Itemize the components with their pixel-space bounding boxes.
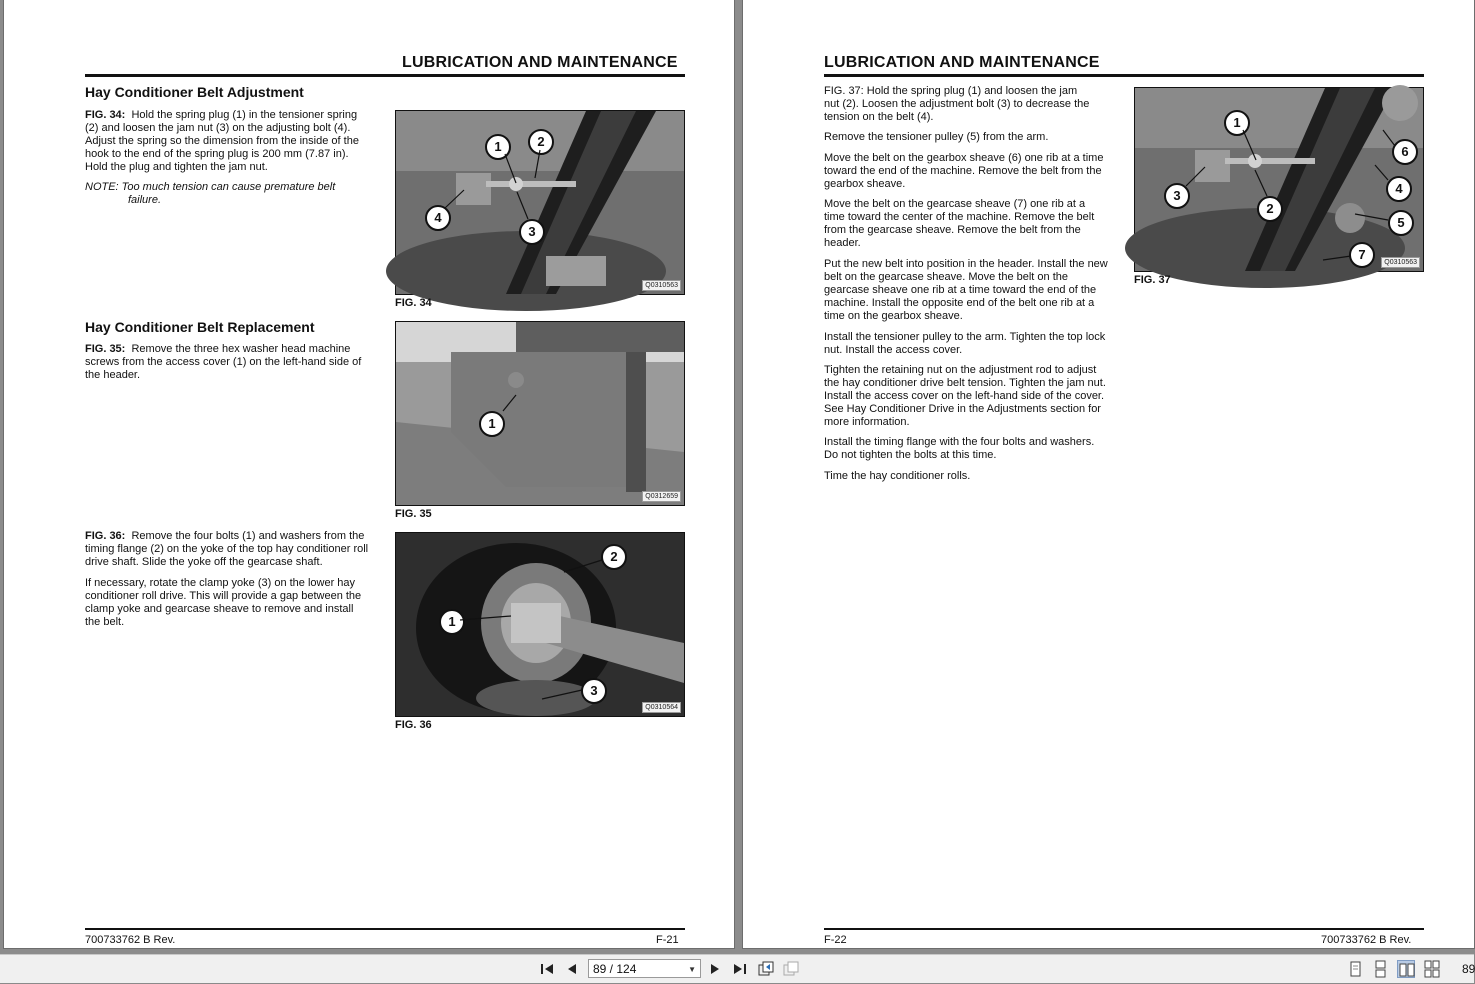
single-page-view-button[interactable] [1346,960,1364,978]
figure-35-photo [395,321,685,506]
callout-2: 2 [601,544,627,570]
footer-rule [824,928,1424,930]
instruction-paragraph: Move the belt on the gearcase sheave (7) one rib at a time toward the center of the machine. Remove the belt from the gearcase sheave. Remove the belt from the header. [824,198,1095,249]
footer-document-number: 700733762 B Rev. [85,934,176,946]
first-page-icon [539,962,555,976]
next-view-icon [782,961,800,977]
first-page-button[interactable] [538,960,556,978]
facing-view-button[interactable] [1397,960,1415,978]
note-text: NOTE: Too much tension can cause premature belt failure. [85,181,336,206]
callout-1: 1 [439,609,465,635]
fig37-instructions: FIG. 37: Hold the spring plug (1) and loosen the jam nut (2). Loosen the adjustment bolt (3) to decrease the tension on the belt (4). [824,85,1090,123]
continuous-page-icon [1371,960,1389,978]
callout-3: 3 [1164,183,1190,209]
page-number-select[interactable] [588,959,701,978]
figure-35-label: FIG. 35 [395,508,432,520]
callout-1: 1 [1224,110,1250,136]
figure-34-code: Q0310563 [642,280,681,291]
fig35-instructions: FIG. 35: Remove the three hex washer head machine screws from the access cover (1) on the left-hand side of the header. [85,343,362,381]
callout-7: 7 [1349,242,1375,268]
page-header-title: LUBRICATION AND MAINTENANCE [824,54,1100,71]
instruction-paragraph: Time the hay conditioner rolls. [824,470,971,482]
page-indicator: 89 / 124 [593,962,637,976]
next-view-button[interactable] [782,960,800,978]
callout-5: 5 [1388,210,1414,236]
figure-36-code: Q0310564 [642,702,681,713]
next-page-icon [708,962,722,976]
callout-1: 1 [485,134,511,160]
continuous-facing-icon [1423,960,1441,978]
instruction-paragraph: Tighten the retaining nut on the adjustment rod to adjust the hay conditioner drive belt tension. Tighten the jam nut. Install the access cover on the left-hand side of the cover. See Hay Conditioner Drive in the Adjustments section for more information. [824,364,1106,428]
fig36-additional-instructions: If necessary, rotate the clamp yoke (3) on the lower hay conditioner roll drive. This will provide a gap between the clamp yoke and gearcase sheave to remove and install the belt. [85,577,362,628]
callout-4: 4 [425,205,451,231]
instruction-paragraph: Put the new belt into position in the header. Install the new belt on the gearcase sheave. Move the belt on the gearcase sheave one rib at a time toward the end of the machine. Install the opposite end of the belt one rib at a time on the gearbox sheave. [824,258,1108,322]
footer-page-number: F-22 [824,934,847,946]
callout-2: 2 [1257,196,1283,222]
previous-page-icon [565,962,579,976]
callout-6: 6 [1392,139,1418,165]
header-rule [85,74,685,77]
single-page-icon [1346,960,1364,978]
footer-page-number: F-21 [656,934,679,946]
instruction-paragraph: Install the timing flange with the four bolts and washers. Do not tighten the bolts at this time. [824,436,1095,461]
facing-pages-icon [1398,961,1416,979]
callout-1: 1 [479,411,505,437]
chevron-down-icon: ▼ [688,965,696,974]
figure-35-code: Q0312659 [642,491,681,502]
last-page-icon [732,962,748,976]
callout-3: 3 [519,219,545,245]
callout-2: 2 [528,129,554,155]
figure-36-label: FIG. 36 [395,719,432,731]
last-page-button[interactable] [731,960,749,978]
figure-37-code: Q0310563 [1381,257,1420,268]
figure-34-label: FIG. 34 [395,297,432,309]
fig34-instructions: FIG. 34: Hold the spring plug (1) in the tensioner spring (2) and loosen the jam nut (3) on the adjusting bolt (4). Adjust the spring so the dimension from the inside of the hook to the end of the spring plug is 200 mm (7.87 in). Hold the plug and tighten the jam nut. [85,109,359,173]
previous-view-button[interactable] [757,960,775,978]
callout-4: 4 [1386,176,1412,202]
previous-page-button[interactable] [563,960,581,978]
continuous-facing-view-button[interactable] [1423,960,1441,978]
next-page-button[interactable] [706,960,724,978]
page-header-title: LUBRICATION AND MAINTENANCE [402,54,678,71]
header-rule [824,74,1424,77]
pdf-page-right [743,0,1474,948]
instruction-paragraph: Install the tensioner pulley to the arm. Tighten the top lock nut. Install the access cover. [824,331,1106,356]
zoom-level[interactable]: 89 [1462,962,1475,976]
footer-rule [85,928,685,930]
footer-document-number: 700733762 B Rev. [1321,934,1412,946]
continuous-view-button[interactable] [1371,960,1389,978]
section-title-belt-adjustment: Hay Conditioner Belt Adjustment [85,84,304,100]
pdf-page-left [4,0,734,948]
fig36-instructions: FIG. 36: Remove the four bolts (1) and washers from the timing flange (2) on the yoke of the top hay conditioner roll drive shaft. Slide the yoke off the gearcase shaft. [85,530,369,568]
figure-37-photo [1134,87,1424,272]
instruction-paragraph: Move the belt on the gearbox sheave (6) one rib at a time toward the end of the machine. Remove the belt from the gearbox sheave. [824,152,1104,190]
section-title-belt-replacement: Hay Conditioner Belt Replacement [85,319,315,335]
viewer-toolbar [0,954,1474,983]
previous-view-icon [757,961,775,977]
figure-37-label: FIG. 37 [1134,274,1171,286]
callout-3: 3 [581,678,607,704]
instruction-paragraph: Remove the tensioner pulley (5) from the arm. [824,131,1049,143]
